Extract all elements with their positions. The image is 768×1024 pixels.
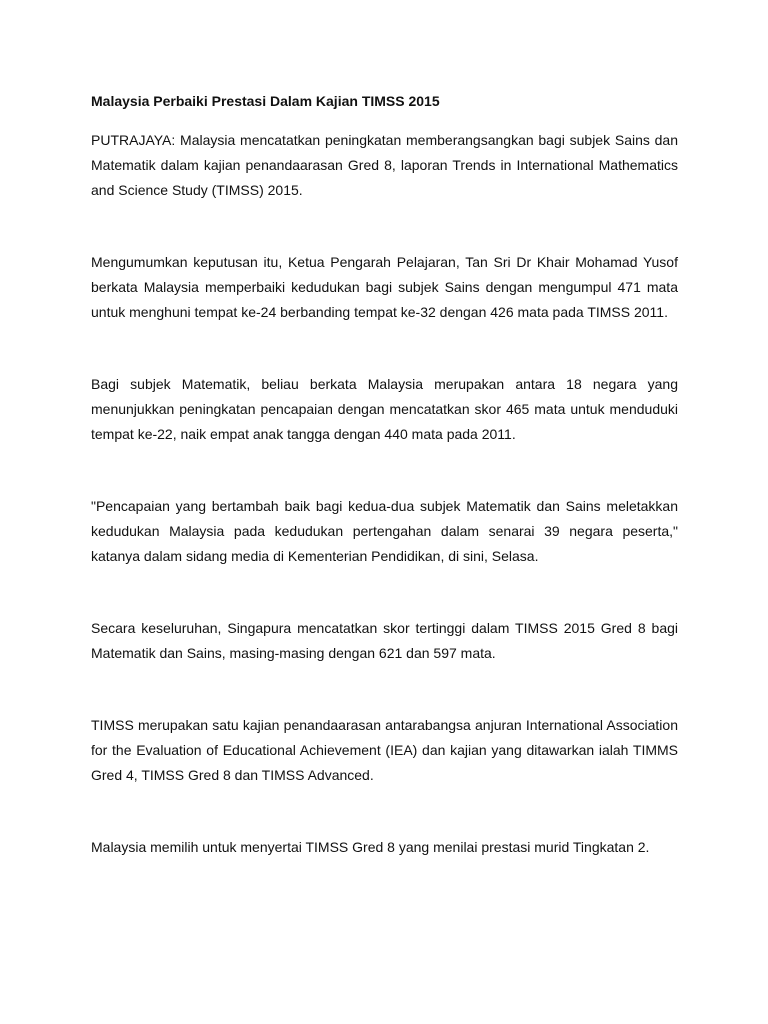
- paragraph-spacer: [91, 203, 678, 250]
- paragraph-5: Secara keseluruhan, Singapura mencatatkan skor tertinggi dalam TIMSS 2015 Gred 8 bagi Matematik dan Sains, masing-masing dengan 621 dan 597 mata.: [91, 620, 678, 661]
- paragraph-spacer: [91, 325, 678, 372]
- paragraph-7: Malaysia memilih untuk menyertai TIMSS Gred 8 yang menilai prestasi murid Tingkatan 2.: [91, 839, 650, 855]
- paragraph-spacer: [91, 569, 678, 616]
- document-body: [91, 91, 678, 860]
- paragraph-2: Mengumumkan keputusan itu, Ketua Pengarah Pelajaran, Tan Sri Dr Khair Mohamad Yusof berkata Malaysia memperbaiki kedudukan bagi subjek Sains dengan mengumpul 471 mata untuk menghuni tempat ke-24 berbanding tempat ke-32 dengan 426 mata pada TIMSS 2011.: [91, 254, 678, 320]
- document-title: Malaysia Perbaiki Prestasi Dalam Kajian TIMSS 2015: [91, 93, 440, 109]
- paragraph-1: PUTRAJAYA: Malaysia mencatatkan peningkatan memberangsangkan bagi subjek Sains dan Matematik dalam kajian penandaarasan Gred 8, laporan Trends in International Mathematics and Science Study (TIMSS) 2015.: [91, 132, 678, 198]
- paragraph-6: TIMSS merupakan satu kajian penandaarasan antarabangsa anjuran International Association for the Evaluation of Educational Achievement (IEA) dan kajian yang ditawarkan ialah TIMMS Gred 4, TIMSS Gred 8 dan TIMSS Advanced.: [91, 717, 678, 783]
- paragraph-spacer: [91, 666, 678, 713]
- paragraph-4: "Pencapaian yang bertambah baik bagi kedua-dua subjek Matematik dan Sains meletakkan kedudukan Malaysia pada kedudukan pertengahan dalam senarai 39 negara peserta," katanya dalam sidang media di Kementerian Pendidikan, di sini, Selasa.: [91, 498, 678, 564]
- paragraph-spacer: [91, 447, 678, 494]
- paragraph-spacer: [91, 788, 678, 835]
- paragraph-3: Bagi subjek Matematik, beliau berkata Malaysia merupakan antara 18 negara yang menunjukkan peningkatan pencapaian dengan mencatatkan skor 465 mata untuk menduduki tempat ke-22, naik empat anak tangga dengan 440 mata pada 2011.: [91, 376, 678, 442]
